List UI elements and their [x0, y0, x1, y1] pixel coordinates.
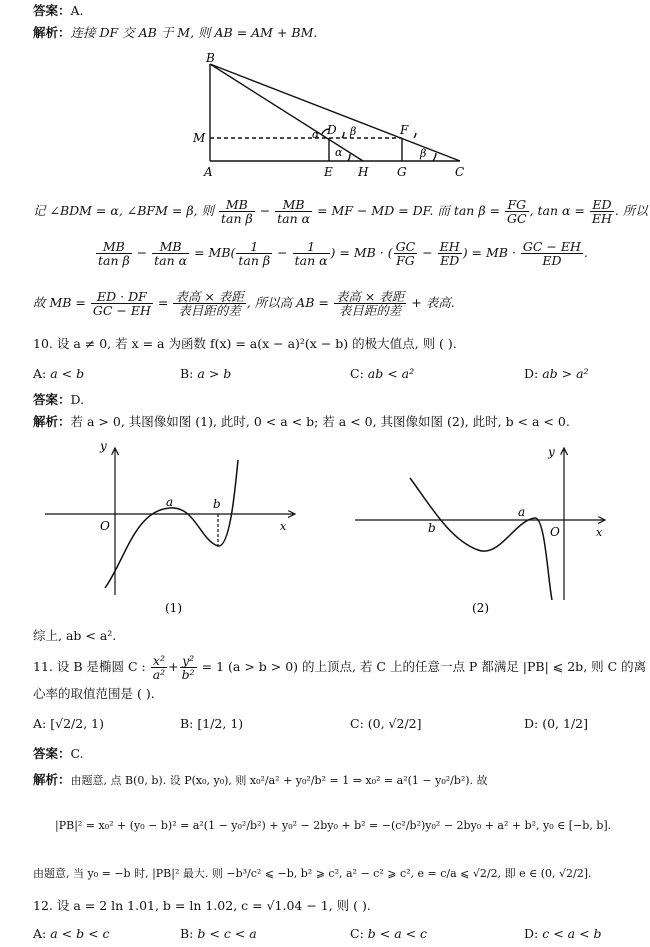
q10-option-b: B: a > b [180, 366, 232, 381]
label-alpha-2: α [335, 146, 343, 159]
q9-line3: 故 MB = $\frac{ED \cdot DF}{GC - EH}$ = $\frac{\text{表高 × 表距}}{\text{表目距的差}}$ , 所以高 AB = $\frac{\text{表高 × 表距}}{\text{表目距的差}}$ + 表高. [33, 289, 455, 318]
graph-1-caption: (1) [165, 601, 182, 615]
q12-option-d: D: c < a < b [524, 926, 602, 941]
q11-answer: 答案：C. [33, 746, 84, 761]
q11-option-a: A: [√2/2, 1) [33, 716, 104, 731]
q10-analysis: 解析：若 a > 0, 其图像如图 (1), 此时, 0 < a < b; 若 a < 0, 其图像如图 (2), 此时, b < a < 0. [33, 414, 570, 429]
q9-answer: 答案：A. [33, 3, 84, 18]
label-F: F [400, 123, 409, 137]
q12-stem: 12. 设 a = 2 ln 1.01, b = ln 1.02, c = √1.04 − 1, 则 ( ). [33, 898, 371, 913]
label-M: M [193, 131, 206, 145]
svg-text:a: a [518, 505, 526, 519]
q10-summary: 综上, ab < a². [33, 628, 117, 643]
label-A: A [204, 165, 213, 179]
label-H: H [358, 165, 369, 179]
svg-text:O: O [100, 519, 110, 533]
label-alpha-1: α [312, 128, 320, 141]
q10-graph-2 [350, 440, 620, 620]
q11-stem: 11. 设 B 是椭圆 C : $\frac{\text{x²}}{\text{a²}}$ + $\frac{\text{y²}}{\text{b²}}$ = 1 (a > b > 0) 的上顶点, 若 C 上的任意一点 P 都满足 |PB| ⩽ 2b, 则 C 的离 [33, 653, 647, 682]
q9-geometry-figure [190, 50, 480, 180]
q10-option-a: A: a < b [33, 366, 85, 381]
q11-stem-line2: 心率的取值范围是 ( ). [33, 686, 155, 701]
label-G: G [397, 165, 407, 179]
label-beta-2: β [420, 147, 427, 160]
svg-text:b: b [213, 497, 221, 511]
svg-text:b: b [428, 521, 436, 535]
q10-answer: 答案：D. [33, 392, 85, 407]
label-E: E [324, 165, 333, 179]
svg-text:x: x [280, 520, 287, 533]
label-beta-1: β [350, 125, 357, 138]
q11-conclusion: 由题意, 当 y₀ = −b 时, |PB|² 最大. 则 −b³/c² ⩽ −b, b² ⩾ c², a² − c² ⩾ c², e = c/a ⩽ √2/2, 即 e ∈ (0, √2/2]. [33, 867, 592, 880]
label-B: B [206, 51, 215, 65]
q10-option-d: D: ab > a² [524, 366, 589, 381]
q11-formula: |PB|² = x₀² + (y₀ − b)² = a²(1 − y₀²/b²) + y₀² − 2by₀ + b² = −(c²/b²)y₀² − 2by₀ + a² + b², y₀ ∈ [−b, b]. [55, 819, 612, 832]
svg-text:a: a [166, 495, 174, 509]
svg-text:O: O [550, 525, 560, 539]
q12-option-a: A: a < b < c [33, 926, 110, 941]
svg-text:y: y [100, 440, 107, 453]
label-C: C [455, 165, 465, 179]
q9-line2: $\frac{MB}{\text{tan β}}$ − $\frac{MB}{\text{tan α}}$ = MB( $\frac{1}{\text{tan β}}$ − $\frac{1}{\text{tan α}}$ ) = MB · ( $\frac{GC}{FG}$ − $\frac{EH}{ED}$ ) = MB · $\frac{GC - EH}{ED}$ . [98, 239, 588, 268]
q10-graph-1 [40, 440, 300, 620]
q11-option-b: B: [1/2, 1) [180, 716, 244, 731]
svg-text:x: x [596, 526, 603, 539]
svg-text:y: y [548, 445, 555, 459]
q11-analysis: 解析：由题意, 点 B(0, b). 设 P(x₀, y₀), 则 x₀²/a² + y₀²/b² = 1 ⇒ x₀² = a²(1 − y₀²/b²). 故 [33, 772, 488, 787]
graph-2-caption: (2) [472, 601, 489, 615]
q10-option-c: C: ab < a² [350, 366, 415, 381]
q11-option-d: D: (0, 1/2] [524, 716, 588, 731]
q9-line1: 记 ∠BDM = α, ∠BFM = β, 则 $\frac{MB}{\text{tan β}}$ − $\frac{MB}{\text{tan α}}$ = MF − MD = DF. 而 tan β = $\frac{FG}{GC}$ , tan α = $\frac{ED}{EH}$ . 所以 [33, 197, 648, 226]
q10-stem: 10. 设 a ≠ 0, 若 x = a 为函数 f(x) = a(x − a)²(x − b) 的极大值点, 则 ( ). [33, 336, 457, 351]
label-D: D [327, 123, 337, 137]
q9-analysis: 解析：连接 DF 交 AB 于 M, 则 AB = AM + BM. [33, 25, 318, 40]
q12-option-b: B: b < c < a [180, 926, 257, 941]
q12-option-c: C: b < a < c [350, 926, 428, 941]
q11-option-c: C: (0, √2/2] [350, 716, 422, 731]
